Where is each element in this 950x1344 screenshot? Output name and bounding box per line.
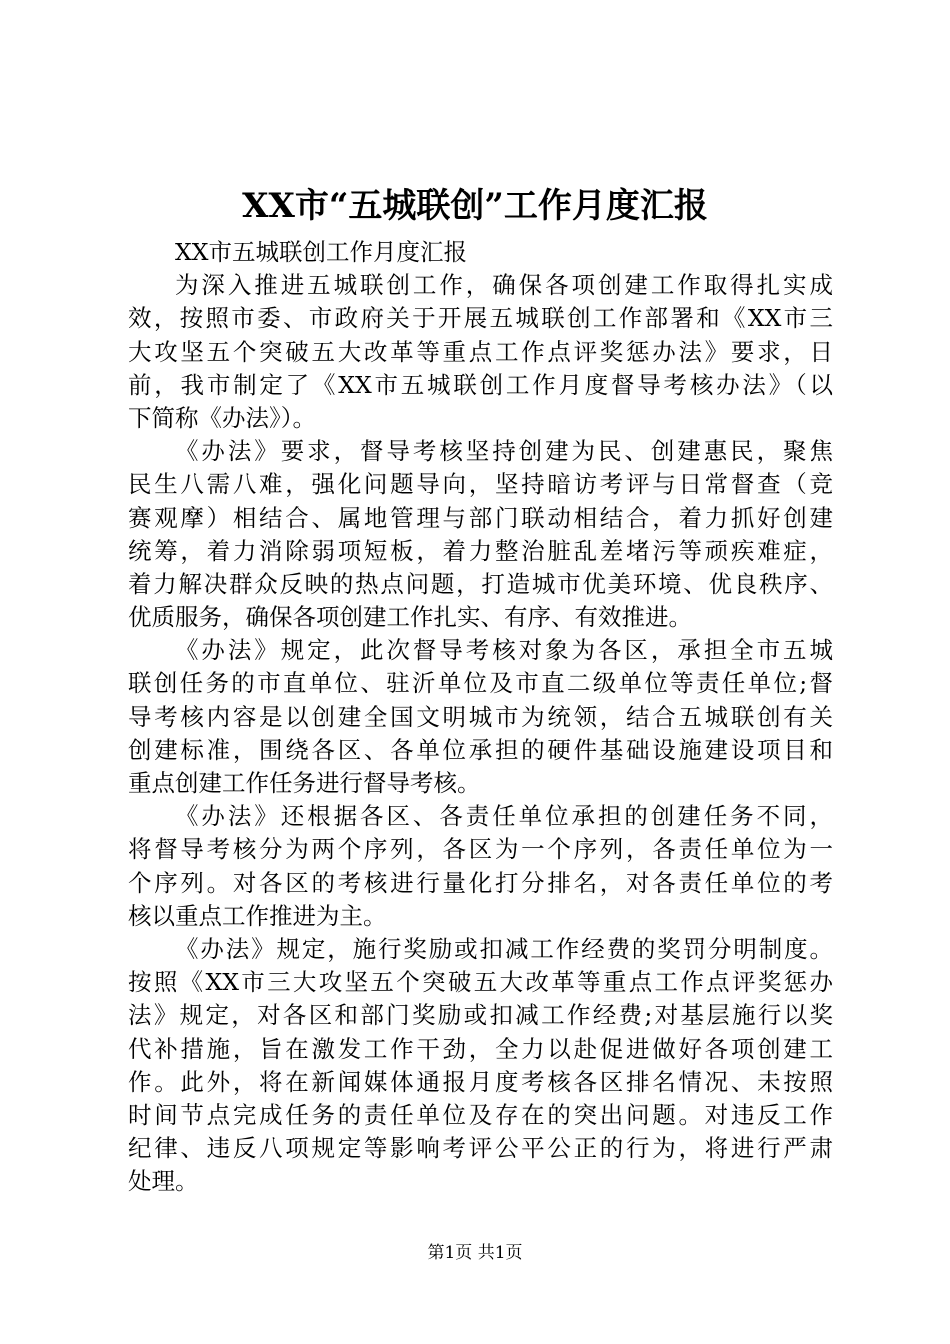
page-footer: 第1页 共1页: [427, 1243, 523, 1263]
paragraph-line: 作。此外，将在新闻媒体通报月度考核各区排名情况、未按照: [128, 1067, 833, 1096]
paragraph-line: 《办法》规定，此次督导考核对象为各区，承担全市五城: [175, 636, 833, 665]
paragraph-line: 法》规定，对各区和部门奖励或扣减工作经费;对基层施行以奖: [128, 1001, 833, 1030]
paragraph-line: 纪律、违反八项规定等影响考评公平公正的行为，将进行严肃: [128, 1134, 833, 1163]
paragraph-line: 为深入推进五城联创工作，确保各项创建工作取得扎实成: [175, 271, 833, 300]
paragraph-line: 代补措施，旨在激发工作干劲，全力以赴促进做好各项创建工: [128, 1034, 833, 1063]
paragraph-line: 赛观摩）相结合、属地管理与部门联动相结合，着力抓好创建: [128, 503, 833, 532]
paragraph-line: 重点创建工作任务进行督导考核。: [128, 769, 481, 797]
paragraph-line: 《办法》要求，督导考核坚持创建为民、创建惠民，聚焦: [175, 437, 833, 466]
paragraph-line: 《办法》规定，施行奖励或扣减工作经费的奖罚分明制度。: [175, 934, 833, 963]
paragraph-line: 创建标准，围绕各区、各单位承担的硬件基础设施建设项目和: [128, 735, 833, 764]
paragraph-line: 效，按照市委、市政府关于开展五城联创工作部署和《XX市三: [128, 304, 833, 333]
paragraph-line: 大攻坚五个突破五大改革等重点工作点评奖惩办法》要求，日: [128, 337, 833, 366]
paragraph-line: 导考核内容是以创建全国文明城市为统领，结合五城联创有关: [128, 702, 833, 731]
paragraph-line: 民生八需八难，强化问题导向，坚持暗访考评与日常督查（竞: [128, 470, 833, 499]
paragraph-line: 着力解决群众反映的热点问题，打造城市优美环境、优良秩序、: [128, 569, 833, 598]
paragraph-line: 个序列。对各区的考核进行量化打分排名，对各责任单位的考: [128, 868, 833, 897]
paragraph-line: 核以重点工作推进为主。: [128, 901, 387, 930]
paragraph-line: 处理。: [128, 1167, 199, 1196]
paragraph-line: 统筹，着力消除弱项短板，着力整治脏乱差堵污等顽疾难症，: [128, 536, 833, 565]
paragraph-line: 《办法》还根据各区、各责任单位承担的创建任务不同，: [175, 802, 833, 831]
paragraph-line: 优质服务，确保各项创建工作扎实、有序、有效推进。: [128, 603, 692, 632]
paragraph-line: 按照《XX市三大攻坚五个突破五大改革等重点工作点评奖惩办: [128, 968, 833, 997]
paragraph-line: 下简称《办法》）。: [128, 403, 316, 432]
document-body: [128, 236, 833, 1198]
paragraph-line: 前，我市制定了《XX市五城联创工作月度督导考核办法》（以: [128, 370, 833, 399]
paragraph-line: 时间节点完成任务的责任单位及存在的突出问题。对违反工作: [128, 1100, 833, 1129]
paragraph-line: 联创任务的市直单位、驻沂单位及市直二级单位等责任单位;督: [128, 669, 833, 698]
document-title: XX市“五城联创”工作月度汇报: [242, 186, 708, 226]
paragraph-line: 将督导考核分为两个序列，各区为一个序列，各责任单位为一: [128, 835, 833, 864]
subtitle-line: XX市五城联创工作月度汇报: [175, 238, 467, 266]
